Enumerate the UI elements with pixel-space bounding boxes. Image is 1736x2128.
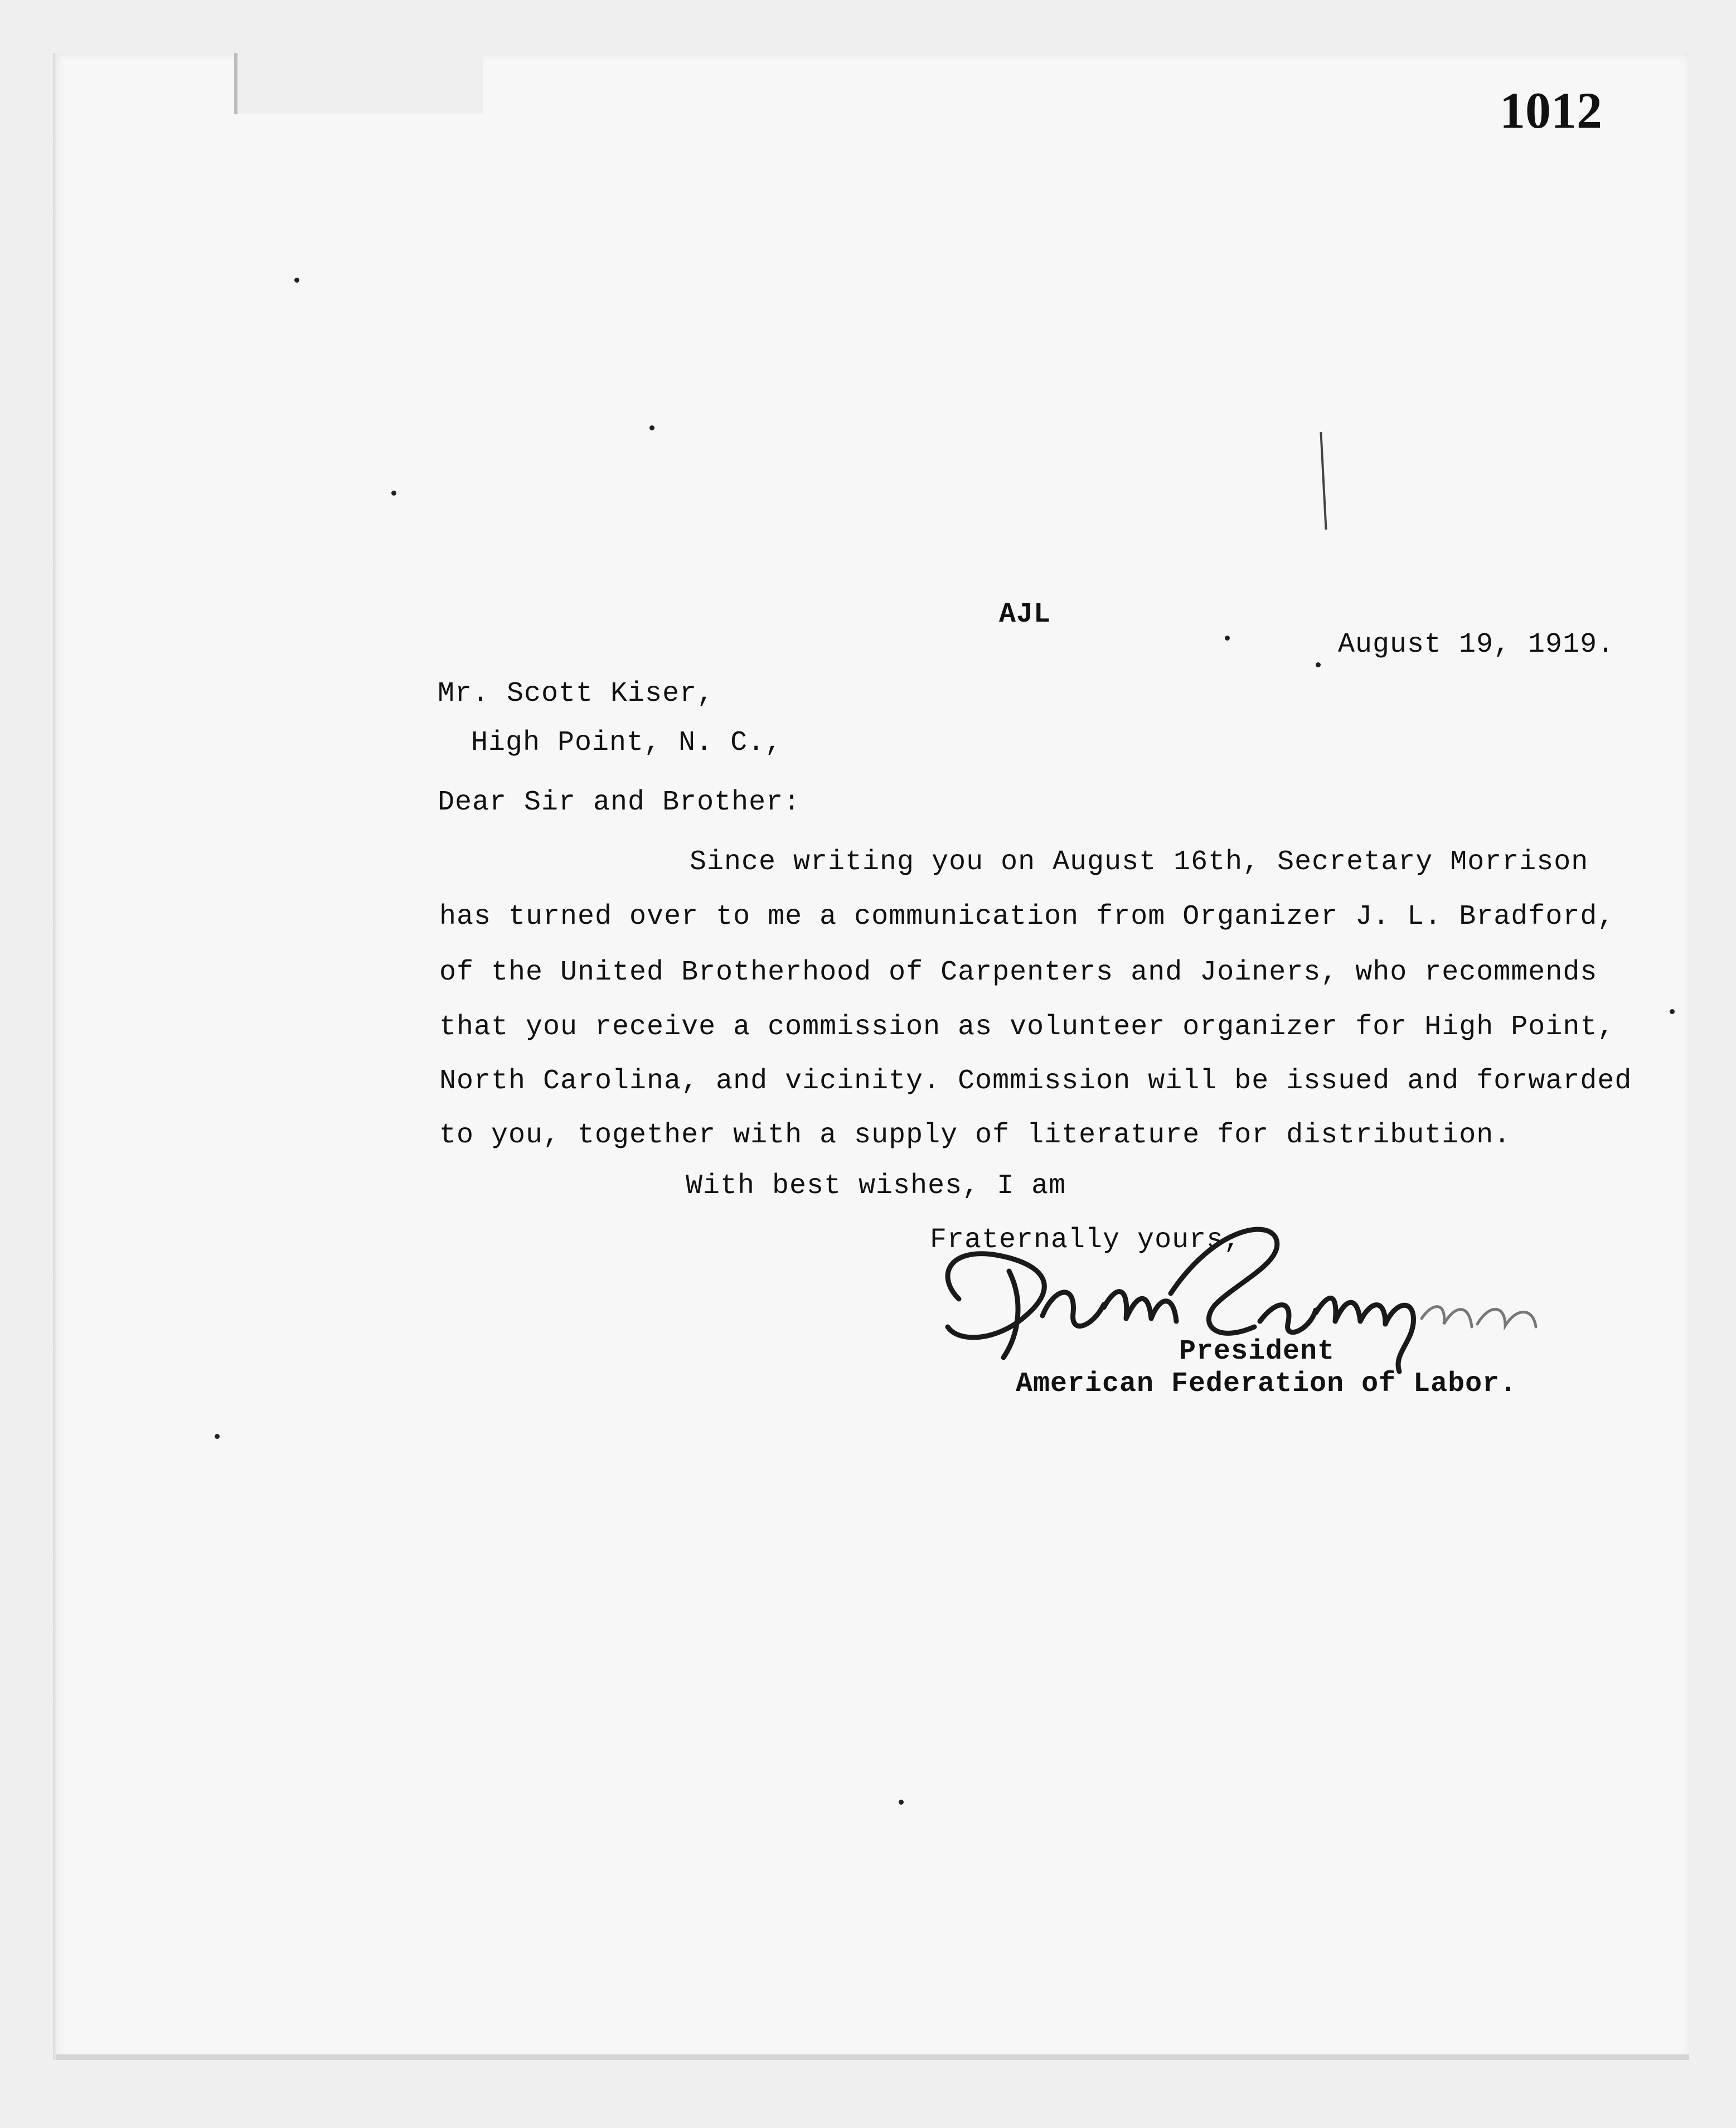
letter-date: August 19, 1919. [1338,629,1615,661]
speck [294,278,299,283]
speck [391,491,396,496]
body-line: has turned over to me a communication from Organizer J. L. Bradford, [439,901,1615,933]
signer-title: President [1179,1336,1335,1368]
salutation: Dear Sir and Brother: [438,787,801,818]
body-line: Since writing you on August 16th, Secretary Morrison [690,846,1589,878]
speck [1316,662,1321,667]
speck [649,425,654,430]
sheet-bottom-edge [56,2054,1689,2060]
body-line: that you receive a commission as volunteer organizer for High Point, [439,1011,1615,1043]
closing-line: With best wishes, I am [686,1170,1066,1202]
sheet-tab-notch [234,53,483,114]
body-line: of the United Brotherhood of Carpenters and Joiners, who recommends [439,957,1598,988]
body-line: to you, together with a supply of literature for distribution. [439,1119,1511,1151]
speck [1670,1009,1675,1014]
speck [215,1434,220,1439]
recipient-address: High Point, N. C., [471,727,783,759]
sheet-left-edge [53,53,57,2060]
letter-sheet [56,53,1689,2060]
closing: Fraternally yours, [930,1224,1242,1256]
page-number: 1012 [1500,82,1602,139]
recipient-name: Mr. Scott Kiser, [438,678,715,710]
organization: American Federation of Labor. [1016,1368,1517,1400]
body-line: North Carolina, and vicinity. Commission will be issued and forwarded [439,1065,1632,1097]
speck [1225,636,1230,641]
speck [899,1800,904,1805]
typist-initials: AJL [999,599,1051,631]
